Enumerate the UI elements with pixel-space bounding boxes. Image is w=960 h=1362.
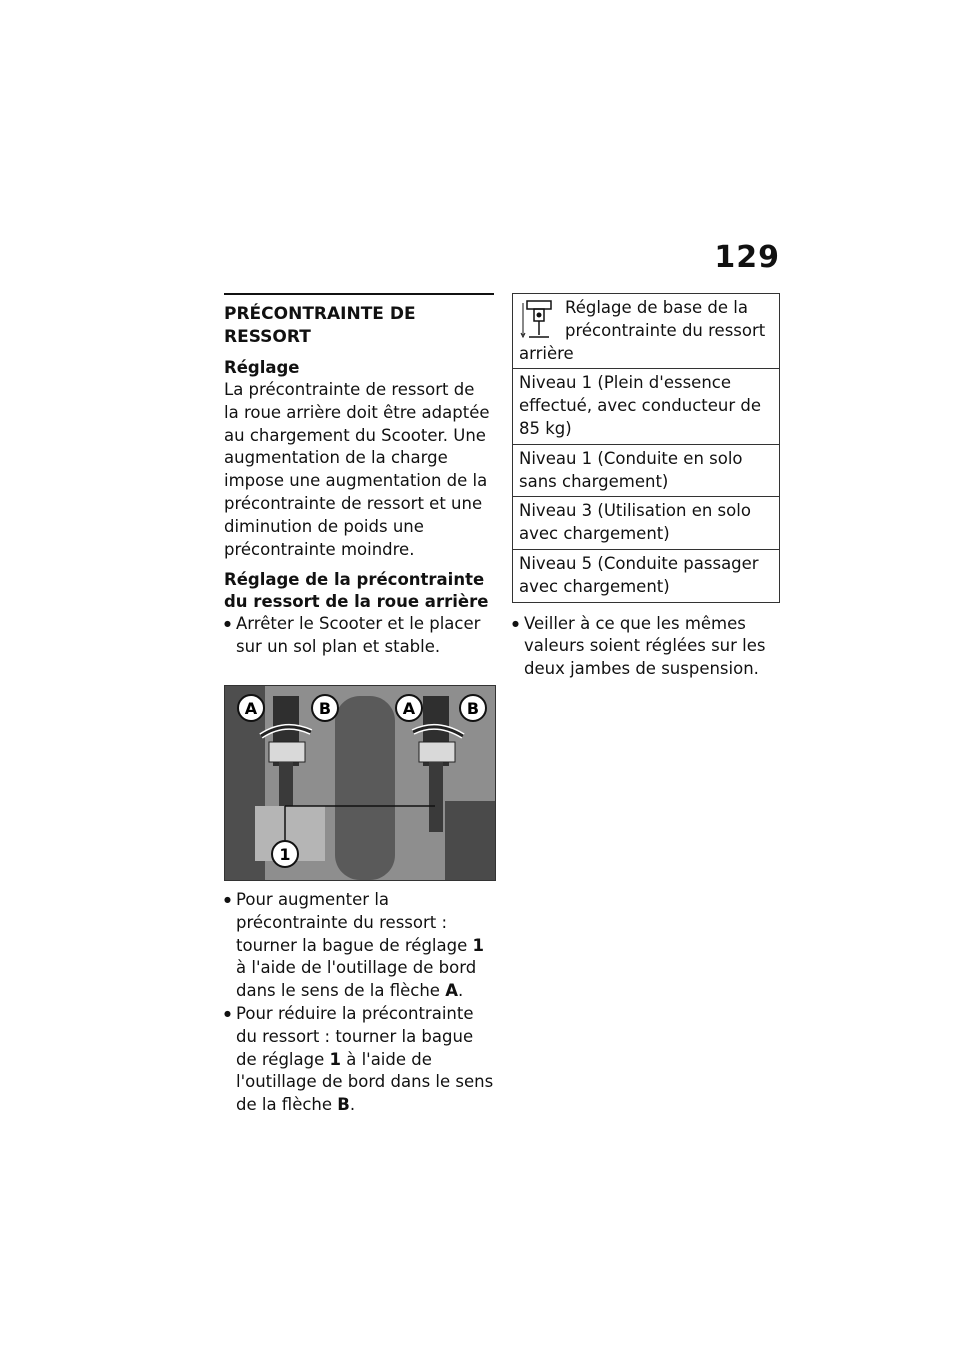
step-decrease-preload: [224, 1003, 494, 1117]
final-note-list: [512, 613, 780, 681]
settings-row-cell: Niveau 3 (Utilisation en solo avec chargement): [513, 497, 780, 550]
intro-paragraph: La précontrainte de ressort de la roue arrière doit être adaptée au chargement du Scooter. Une augmentation de la charge impose une augmentation de la précontrainte de ressort et une diminution de poids une précontrainte moindre.: [224, 380, 490, 559]
settings-row: [513, 369, 780, 444]
left-column: [224, 293, 494, 1117]
final-note: ● Veiller à ce que les mêmes valeurs soient réglées sur les deux jambes de suspension.: [512, 613, 780, 681]
period: .: [457, 981, 464, 1001]
procedure-list-bottom: [224, 889, 494, 1117]
section-title: PRÉCONTRAINTE DE RESSORT: [224, 304, 416, 347]
settings-row: [513, 549, 780, 602]
step-increase-text: Pour augmenter la précontrainte du ressort : tourner la bague de réglage: [236, 889, 473, 955]
right-column: [512, 293, 780, 681]
settings-row-cell: Niveau 1 (Plein d'essence effectué, avec conducteur de 85 kg): [513, 369, 780, 444]
step-increase-preload: [224, 889, 494, 1003]
label-b-left: B: [318, 698, 332, 718]
settings-row-cell: Niveau 5 (Conduite passager avec chargement): [513, 549, 780, 602]
suspension-photo: [224, 685, 496, 881]
right-damper: [429, 762, 443, 832]
page-number: 129: [714, 240, 780, 275]
right-frame: [445, 801, 495, 880]
ring-ref: 1: [329, 1049, 341, 1069]
step-stop-scooter: ● Arrêter le Scooter et le placer sur un sol plan et stable.: [224, 613, 494, 659]
procedure-title: Réglage de la précontrainte du ressort de la roue arrière: [224, 570, 489, 612]
settings-row: [513, 444, 780, 497]
ring-ref: 1: [472, 935, 484, 955]
procedure-list-top: [224, 613, 494, 659]
arrow-ref-a: A: [445, 981, 458, 1001]
suspension-illustration: [225, 686, 495, 880]
left-adjust-ring: [269, 742, 305, 762]
label-a-right: A: [402, 698, 416, 718]
section-rule: [224, 293, 494, 295]
period: .: [349, 1095, 356, 1115]
shock-absorber-icon: [519, 297, 559, 341]
arrow-ref-b: B: [337, 1095, 350, 1115]
label-b-right: B: [466, 698, 480, 718]
settings-header-cell: [513, 294, 780, 369]
step-decrease-text: Pour réduire la précontrainte du ressort : tourner la bague de réglage: [236, 1003, 474, 1069]
step-decrease-text-2: à l'aide de l'outillage de bord dans le sens de la flèche: [236, 1049, 494, 1115]
settings-row: [513, 497, 780, 550]
settings-header-text: Réglage de base de la précontrainte du ressort arrière: [519, 298, 766, 363]
right-adjust-ring: [419, 742, 455, 762]
settings-table: [512, 293, 780, 603]
wheel-fender: [335, 696, 395, 880]
label-a-left: A: [244, 698, 258, 718]
section-subtitle: Réglage: [224, 358, 300, 377]
settings-row-cell: Niveau 1 (Conduite en solo sans chargement): [513, 444, 780, 497]
label-ring: 1: [279, 844, 291, 864]
step-increase-text-2: à l'aide de l'outillage de bord dans le sens de la flèche: [236, 958, 477, 1001]
settings-header-row: [513, 294, 780, 369]
